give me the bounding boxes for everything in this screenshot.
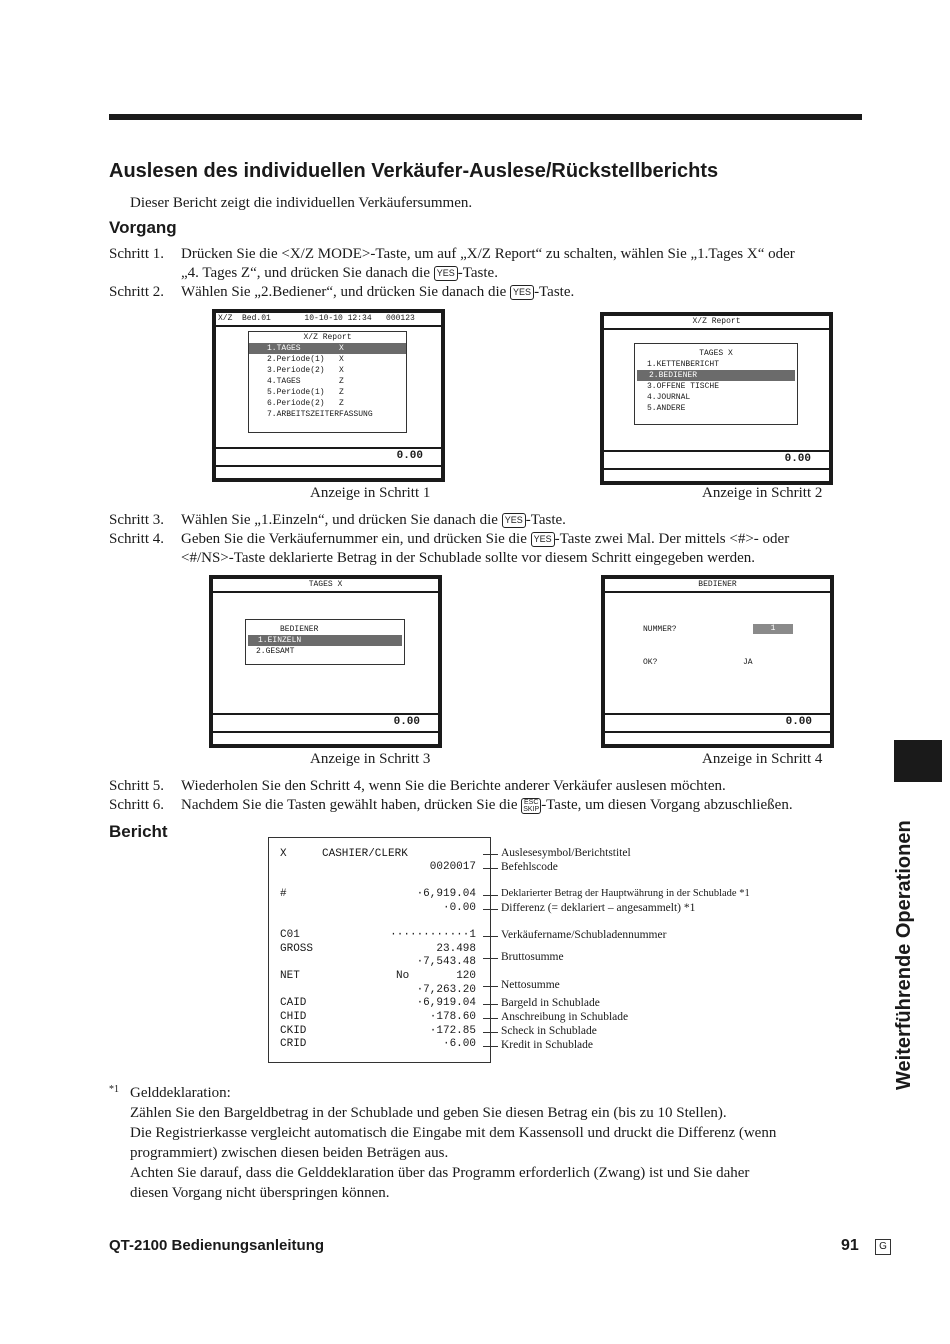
screen-4-header: BEDIENER bbox=[605, 579, 830, 593]
esc-skip-key-icon bbox=[521, 798, 541, 814]
footnote-title: Gelddeklaration: bbox=[130, 1085, 231, 1101]
display-screen-1 bbox=[212, 309, 445, 482]
page-title: Auslesen des individuellen Verkäufer-Auslese/Rückstellberichts bbox=[109, 160, 719, 182]
report-receipt bbox=[268, 837, 491, 1063]
section-heading-vorgang: Vorgang bbox=[109, 218, 177, 237]
step-4-text: Geben Sie die Verkäufernummer ein, und drücken Sie die bbox=[181, 531, 531, 547]
annotation-declared: Deklarierter Betrag der Hauptwährung in der Schublade *1 bbox=[501, 888, 750, 899]
page-number: 91 bbox=[841, 1237, 859, 1254]
step-4-text-b: -Taste zwei Mal. Der mittels <#>- oder bbox=[554, 531, 790, 547]
annotation-tick bbox=[483, 958, 498, 959]
screen-3-menu-item: 2.GESAMT bbox=[256, 647, 295, 656]
screen-3-menu bbox=[245, 619, 405, 665]
step-3-line bbox=[109, 511, 869, 530]
annotation-gross: Bruttosumme bbox=[501, 951, 564, 963]
screen-4-amount: 0.00 bbox=[785, 716, 812, 728]
receipt-caid-label: CAID bbox=[280, 997, 307, 1009]
screen-4-caption: Anzeige in Schritt 4 bbox=[702, 751, 823, 767]
footnote bbox=[130, 1083, 870, 1203]
display-screen-3 bbox=[209, 575, 442, 748]
step-5-line bbox=[109, 777, 869, 796]
annotation-cash: Bargeld in Schublade bbox=[501, 997, 600, 1009]
screen-4-nummer-value: 1 bbox=[753, 624, 793, 634]
screen-2-menu-item: 2.BEDIENER bbox=[637, 370, 795, 381]
receipt-title: CASHIER/CLERK bbox=[322, 848, 408, 860]
step-1-line-2 bbox=[109, 264, 869, 283]
screen-3-header: TAGES X bbox=[213, 579, 438, 593]
step-6-text-b: -Taste, um diesen Vorgang abzuschließen. bbox=[541, 797, 793, 813]
footnote-marker: *1 bbox=[109, 1084, 119, 1095]
receipt-caid: ·6,919.04 bbox=[416, 997, 476, 1009]
step-2-text-b: -Taste. bbox=[534, 284, 575, 300]
annotation-command-code: Befehlscode bbox=[501, 861, 558, 873]
step-2-text: Wählen Sie „2.Bediener“, und drücken Sie danach die bbox=[181, 284, 511, 300]
step-3-text-b: -Taste. bbox=[525, 512, 566, 528]
footnote-paragraph: programmiert) zwischen diesen beiden Beträgen aus. bbox=[130, 1145, 449, 1161]
receipt-command-code: 0020017 bbox=[429, 861, 476, 873]
screen-2-menu-item: 4.JOURNAL bbox=[647, 393, 691, 402]
footnote-paragraph: Zählen Sie den Bargeldbetrag in der Schublade und geben Sie diesen Betrag ein (bis zu 10 Stellen). bbox=[130, 1105, 727, 1121]
screen-1-menu-item: 4.TAGES Z bbox=[267, 377, 344, 386]
screen-1-menu-item: 1.TAGES X bbox=[249, 343, 406, 354]
step-5-text: Wiederholen Sie den Schritt 4, wenn Sie die Berichte anderer Verkäufer auslesen möchten. bbox=[181, 778, 726, 794]
annotation-tick bbox=[483, 895, 498, 896]
screen-1-menu-title: X/Z Report bbox=[303, 333, 352, 342]
screen-3-amount: 0.00 bbox=[393, 716, 420, 728]
steps-5-6 bbox=[109, 777, 869, 815]
footnote-paragraph: Die Registrierkasse vergleicht automatisch die Eingabe mit dem Kassensoll und druckt die Differenz (wenn bbox=[130, 1125, 777, 1141]
yes-key-icon: YES bbox=[502, 513, 526, 528]
chapter-side-label: Weiterführende Operationen bbox=[893, 820, 915, 1090]
footer-manual-title: QT-2100 Bedienungsanleitung bbox=[109, 1237, 325, 1254]
annotation-tick bbox=[483, 854, 498, 855]
step-6-text: Nachdem Sie die Tasten gewählt haben, drücken Sie die bbox=[181, 797, 522, 813]
receipt-clerk-dots: ············1 bbox=[390, 929, 476, 941]
top-rule bbox=[109, 114, 862, 120]
step-4-line-2 bbox=[109, 549, 869, 568]
receipt-net-label: NET bbox=[280, 970, 300, 982]
screen-2-menu-item: 3.OFFENE TISCHE bbox=[647, 382, 720, 391]
annotation-net: Nettosumme bbox=[501, 979, 560, 991]
step-3-text: Wählen Sie „1.Einzeln“, und drücken Sie danach die bbox=[181, 512, 502, 528]
intro-text: Dieser Bericht zeigt die individuellen Verkäufersummen. bbox=[130, 195, 473, 211]
annotation-tick bbox=[483, 1018, 498, 1019]
annotation-check: Scheck in Schublade bbox=[501, 1025, 597, 1037]
esc-key-label: ESC bbox=[524, 799, 539, 806]
annotation-credit: Kredit in Schublade bbox=[501, 1039, 593, 1051]
steps-1-2 bbox=[109, 245, 869, 302]
annotation-tick bbox=[483, 909, 498, 910]
annotation-tick bbox=[483, 868, 498, 869]
language-badge: G bbox=[875, 1239, 891, 1255]
step-1-text-c: -Taste. bbox=[457, 265, 498, 281]
skip-key-label: SKIP bbox=[523, 806, 540, 813]
step-6-label: Schritt 6. bbox=[109, 797, 164, 813]
screen-1-menu bbox=[248, 331, 407, 433]
screen-2-amount: 0.00 bbox=[784, 453, 811, 465]
screen-3-menu-item: 1.EINZELN bbox=[248, 635, 402, 646]
screen-3-menu-title: BEDIENER bbox=[280, 625, 319, 634]
screen-1-caption: Anzeige in Schritt 1 bbox=[310, 485, 431, 501]
receipt-x: X bbox=[280, 848, 287, 860]
step-6-line bbox=[109, 796, 869, 815]
step-5-label: Schritt 5. bbox=[109, 778, 164, 794]
step-1-line-1 bbox=[109, 245, 869, 264]
annotation-tick bbox=[483, 1032, 498, 1033]
receipt-clerk: C01 bbox=[280, 929, 300, 941]
step-2-label: Schritt 2. bbox=[109, 284, 164, 300]
screen-2-menu-title: TAGES X bbox=[699, 349, 733, 358]
receipt-net-count: 120 bbox=[456, 970, 476, 982]
annotation-difference: Differenz (= deklariert – angesammelt) *1 bbox=[501, 902, 696, 914]
receipt-ckid: ·172.85 bbox=[429, 1025, 476, 1037]
steps-3-4 bbox=[109, 511, 869, 568]
annotation-tick bbox=[483, 1004, 498, 1005]
receipt-crid: ·6.00 bbox=[442, 1038, 476, 1050]
screen-1-amount: 0.00 bbox=[396, 450, 423, 462]
receipt-ckid-label: CKID bbox=[280, 1025, 307, 1037]
receipt-net-no: No bbox=[396, 970, 410, 982]
receipt-chid: ·178.60 bbox=[429, 1011, 476, 1023]
screen-2-caption: Anzeige in Schritt 2 bbox=[702, 485, 823, 501]
annotation-charge: Anschreibung in Schublade bbox=[501, 1011, 629, 1023]
step-1-text-b: „4. Tages Z“, und drücken Sie danach die bbox=[181, 265, 434, 281]
screen-4-nummer-label: NUMMER? bbox=[643, 625, 677, 634]
section-heading-bericht: Bericht bbox=[109, 822, 168, 841]
receipt-declared: ·6,919.04 bbox=[416, 888, 476, 900]
annotation-clerk: Verkäufername/Schubladennummer bbox=[501, 929, 667, 941]
screen-1-menu-item: 6.Periode(2) Z bbox=[267, 399, 344, 408]
screen-2-menu-item: 1.KETTENBERICHT bbox=[647, 360, 720, 369]
yes-key-icon: YES bbox=[531, 532, 555, 547]
display-screen-4 bbox=[601, 575, 834, 748]
yes-key-icon: YES bbox=[434, 266, 458, 281]
annotation-tick bbox=[483, 936, 498, 937]
annotation-symbol-title: Auslesesymbol/Berichtstitel bbox=[501, 847, 631, 859]
screen-1-menu-item: 3.Periode(2) X bbox=[267, 366, 344, 375]
screen-4-ok-label: OK? bbox=[643, 658, 658, 667]
annotation-tick bbox=[483, 986, 498, 987]
receipt-gross-qty: 23.498 bbox=[436, 943, 476, 955]
step-4-label: Schritt 4. bbox=[109, 531, 164, 547]
receipt-chid-label: CHID bbox=[280, 1011, 307, 1023]
yes-key-icon: YES bbox=[510, 285, 534, 300]
screen-3-caption: Anzeige in Schritt 3 bbox=[310, 751, 431, 767]
screen-1-menu-item: 7.ARBEITSZEITERFASSUNG bbox=[267, 410, 373, 419]
annotation-tick bbox=[483, 1046, 498, 1047]
screen-4-ok-value: JA bbox=[743, 658, 753, 667]
step-1-text: Drücken Sie die <X/Z MODE>-Taste, um auf „X/Z Report“ zu schalten, wählen Sie „1.Tages X“ oder bbox=[181, 246, 795, 262]
screen-2-menu-item: 5.ANDERE bbox=[647, 404, 686, 413]
footnote-paragraph: Achten Sie darauf, dass die Gelddeklaration über das Programm erforderlich (Zwang) ist und Sie daher bbox=[130, 1165, 750, 1181]
receipt-gross-label: GROSS bbox=[280, 943, 314, 955]
receipt-net-amount: ·7,263.20 bbox=[416, 984, 476, 996]
screen-2-header: X/Z Report bbox=[604, 316, 829, 330]
step-3-label: Schritt 3. bbox=[109, 512, 164, 528]
screen-1-menu-item: 5.Periode(1) Z bbox=[267, 388, 344, 397]
step-2-line bbox=[109, 283, 869, 302]
receipt-gross-amount: ·7,543.48 bbox=[416, 956, 476, 968]
display-screen-2 bbox=[600, 312, 833, 485]
screen-2-menu bbox=[634, 343, 798, 425]
screen-1-header: X/Z Bed.01 10-10-10 12:34 000123 bbox=[216, 313, 441, 327]
receipt-hash: # bbox=[280, 888, 287, 900]
step-4-text-c: <#/NS>-Taste deklarierte Betrag in der Schublade sollte vor diesem Schritt eingegeben werden. bbox=[181, 550, 756, 566]
chapter-tab-marker bbox=[894, 740, 942, 782]
screen-1-menu-item: 2.Periode(1) X bbox=[267, 355, 344, 364]
footnote-paragraph: diesen Vorgang nicht überspringen können. bbox=[130, 1185, 390, 1201]
step-4-line-1 bbox=[109, 530, 869, 549]
step-1-label: Schritt 1. bbox=[109, 246, 164, 262]
receipt-crid-label: CRID bbox=[280, 1038, 307, 1050]
receipt-difference: ·0.00 bbox=[442, 902, 476, 914]
